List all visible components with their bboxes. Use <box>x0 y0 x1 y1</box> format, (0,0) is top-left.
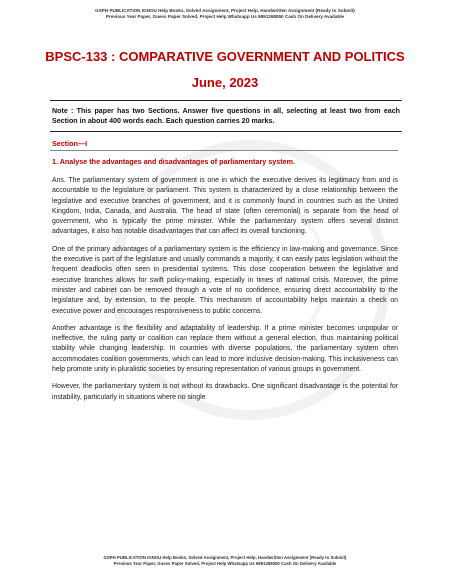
answer-paragraph: However, the parliamentary system is not without its drawbacks. One significant disadvantage is the potential for instability, particularly in situations where no single <box>52 383 398 401</box>
exam-note: Note : This paper has two Sections. Answer five questions in all, selecting at least two from each Section in about 400 words each. Each question carries 20 marks. <box>50 100 402 132</box>
header-line-1: GSPH PUBLICATION IGNOU Help Books, Solved Assignment, Project Help, Handwritten Assignment (Ready to Submit) <box>95 8 355 13</box>
footer-line-2: Previous Year Paper, Guess Paper Solved, Project Help Whatsapp Us 9891268050 Cash On Delivery Available <box>113 561 337 566</box>
answer-paragraph: Another advantage is the flexibility and adaptability of leadership. If a prime minister becomes unpopular or ineffective, the ruling party or coalition can replace them without a general election, thus maintaining political stability while changing leadership. In countries with diverse populations, the parliamentary system often accommodates coalition governments, which can lead to more inclusive decision-making. This inclusiveness can help promote unity in pluralistic societies by ensuring representation of various groups in government. <box>52 324 398 374</box>
page-header <box>0 8 450 20</box>
answer-paragraph: Ans. The parliamentary system of government is one in which the executive derives its legitimacy from and is accountable to the legislature or parliament. This system is characterized by a close relationship between the legislative and executive branches of government, and it is commonly found in countries such as the United Kingdom, India, Canada, and Australia. The head of state (often ceremonial) is separate from the head of government, who is typically the prime minister. While the parliamentary system offers several distinct advantages, it also has notable disadvantages that can affect its overall functioning. <box>52 177 398 236</box>
question-heading: 1. Analyse the advantages and disadvantages of parliamentary system. <box>52 157 296 166</box>
section-heading: Section—I <box>52 139 88 148</box>
answer-paragraph: One of the primary advantages of a parliamentary system is the efficiency in law-making and governance. Since the executive is part of the legislature and usually commands a majority, it can easily pass legislation without the frequent deadlocks often seen in presidential systems. This close cooperation between the legislative and executive branches allows for swift policy-making, especially in times of national crisis. Moreover, the prime minister and cabinet can be removed through a vote of no confidence, ensuring direct accountability to the legislature and, by extension, to the people. This mechanism of accountability helps maintain a check on executive power and encourages responsiveness to public concerns. <box>52 245 398 315</box>
section-divider <box>50 150 398 151</box>
header-line-2: Previous Year Paper, Guess Paper Solved, Project Help Whatsapp Us 9891268050 Cash On Delivery Available <box>105 14 345 19</box>
footer-line-1: GSPH PUBLICATION IGNOU Help Books, Solved Assignment, Project Help, Handwritten Assignment (Ready to Submit) <box>103 555 347 560</box>
document-title: BPSC-133 : COMPARATIVE GOVERNMENT AND POLITICS <box>45 49 405 64</box>
answer-body <box>52 176 398 410</box>
page-footer <box>0 555 450 567</box>
document-date: June, 2023 <box>191 75 259 90</box>
